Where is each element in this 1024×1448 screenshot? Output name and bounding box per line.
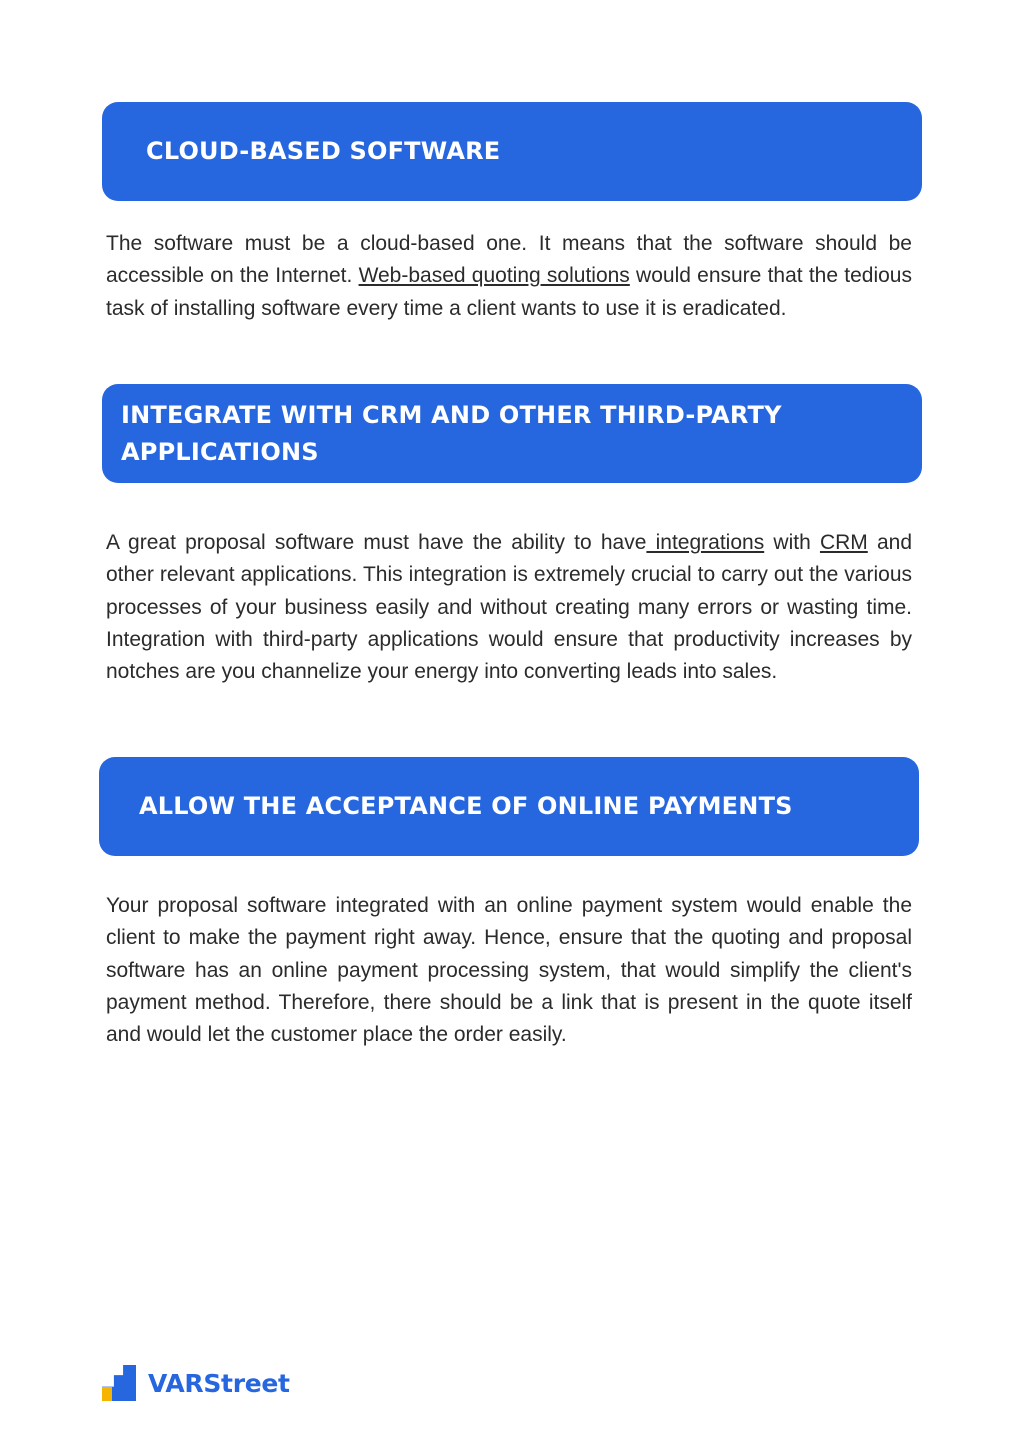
varstreet-logo-icon bbox=[102, 1365, 136, 1401]
crm-link[interactable]: CRM bbox=[819, 531, 868, 554]
section-heading: CLOUD-BASED SOFTWARE bbox=[146, 137, 501, 165]
paragraph-text: A great proposal software must have the ability to have bbox=[106, 531, 647, 554]
section-paragraph-cloud bbox=[106, 228, 912, 325]
section-heading-banner-integrate bbox=[102, 384, 922, 483]
footer-logo bbox=[102, 1365, 290, 1401]
paragraph-text: The software must be a cloud-based one. It means that the software should be accessible on the Internet. bbox=[106, 232, 912, 288]
logo-text: VARStreet bbox=[148, 1368, 290, 1398]
web-based-quoting-link[interactable]: Web-based quoting solutions bbox=[358, 264, 630, 288]
section-heading: INTEGRATE WITH CRM AND OTHER THIRD-PARTY APPLICATIONS bbox=[121, 400, 782, 466]
section-paragraph-payments bbox=[106, 890, 912, 1051]
paragraph-text: and other relevant applications. This integration is extremely crucial to carry out the various processes of your business easily and without creating many errors or wasting time. Integration with third-party applications would ensure that productivity increases by notches are you channelize your energy into converting leads into sales. bbox=[106, 531, 913, 684]
paragraph-text: with bbox=[764, 531, 820, 554]
section-heading-banner-cloud bbox=[102, 102, 922, 201]
integrations-link[interactable]: integrations bbox=[646, 531, 765, 554]
paragraph-text: Your proposal software integrated with an online payment system would enable the client to make the payment right away. Hence, ensure that the quoting and proposal software has an online payment processing system, that would simplify the client's payment method. Therefore, there should be a link that is present in the quote itself and would let the customer place the order easily. bbox=[106, 894, 912, 1047]
section-paragraph-integrate bbox=[106, 527, 912, 688]
section-heading: ALLOW THE ACCEPTANCE OF ONLINE PAYMENTS bbox=[139, 792, 793, 820]
paragraph-text: would ensure that the tedious task of installing software every time a client wants to use it is eradicated. bbox=[106, 264, 912, 320]
section-heading-banner-payments bbox=[99, 757, 919, 856]
